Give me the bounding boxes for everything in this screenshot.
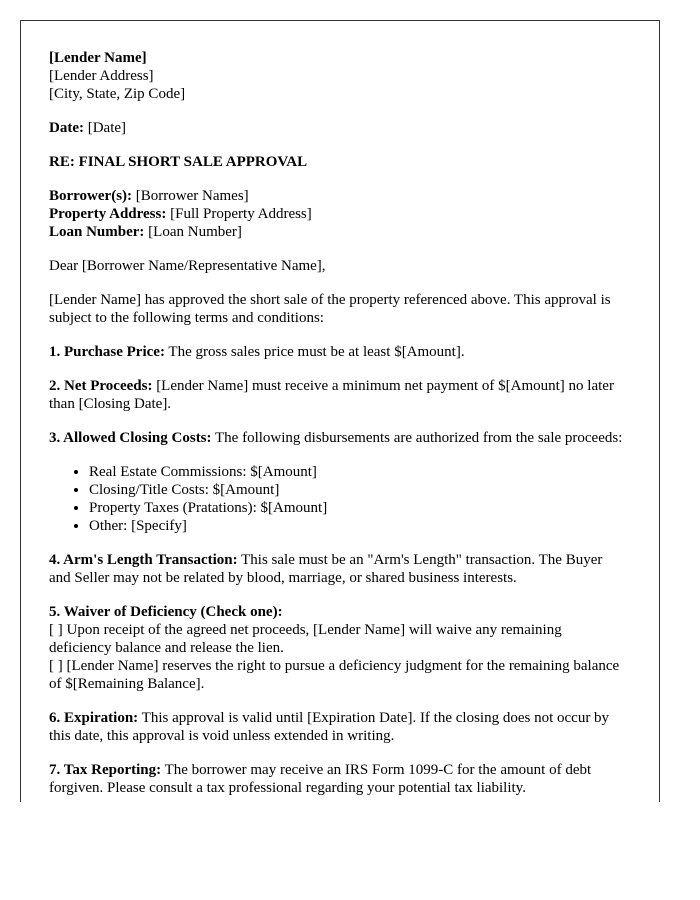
list-item: • Closing/Title Costs: $[Amount] — [89, 481, 627, 499]
term-label: 5. Waiver of Deficiency (Check one): — [49, 604, 283, 620]
lender-address: [Lender Address] — [49, 68, 154, 84]
term-3 — [49, 429, 627, 447]
lender-block — [49, 49, 627, 103]
term-5 — [49, 603, 627, 693]
loan-number-label: Loan Number: — [49, 224, 145, 240]
waiver-option: [ ] [Lender Name] reserves the right to pursue a deficiency judgment for the remaining balance of $[Remaining Balance]. — [49, 658, 620, 692]
date-label: Date: — [49, 120, 84, 136]
term-label: 4. Arm's Length Transaction: — [49, 552, 238, 568]
intro-paragraph: [Lender Name] has approved the short sale of the property referenced above. This approval is subject to the following terms and conditions: — [49, 292, 611, 326]
term-1 — [49, 343, 627, 361]
waiver-option: [ ] Upon receipt of the agreed net proceeds, [Lender Name] will waive any remaining deficiency balance and release the lien. — [49, 622, 562, 656]
term-7 — [49, 761, 627, 797]
term-label: 3. Allowed Closing Costs: — [49, 430, 212, 446]
closing-costs-list — [49, 463, 627, 535]
term-text: The borrower may receive an IRS Form 1099-C for the amount of debt forgiven. Please consult a tax professional regarding your potential tax liability. — [49, 762, 592, 796]
list-item: • Property Taxes (Pratations): $[Amount] — [89, 499, 627, 517]
term-label: 2. Net Proceeds: — [49, 378, 153, 394]
salutation: Dear [Borrower Name/Representative Name], — [49, 258, 326, 274]
letter-content — [21, 21, 659, 797]
term-4 — [49, 551, 627, 587]
term-text: [Lender Name] must receive a minimum net payment of $[Amount] no later than [Closing Date]. — [49, 378, 614, 412]
date-value: [Date] — [87, 120, 127, 136]
term-text: The following disbursements are authorized from the sale proceeds: — [215, 430, 623, 446]
term-label: 7. Tax Reporting: — [49, 762, 162, 778]
lender-city: [City, State, Zip Code] — [49, 86, 186, 102]
date-line — [49, 119, 627, 137]
subject-line — [49, 153, 627, 171]
property-label: Property Address: — [49, 206, 167, 222]
property-value: [Full Property Address] — [170, 206, 312, 222]
term-text: The gross sales price must be at least $[Amount]. — [168, 344, 465, 360]
borrower-value: [Borrower Names] — [135, 188, 249, 204]
list-item: • Real Estate Commissions: $[Amount] — [89, 463, 627, 481]
loan-number-value: [Loan Number] — [148, 224, 242, 240]
loan-info — [49, 187, 627, 241]
term-2 — [49, 377, 627, 413]
term-text: This approval is valid until [Expiration Date]. If the closing does not occur by this date, this approval is void unless extended in writing. — [49, 710, 610, 744]
letter-page — [20, 20, 660, 802]
list-item: • Other: [Specify] — [89, 517, 627, 535]
term-label: 1. Purchase Price: — [49, 344, 165, 360]
subject-text: RE: FINAL SHORT SALE APPROVAL — [49, 154, 308, 170]
term-label: 6. Expiration: — [49, 710, 139, 726]
term-text: This sale must be an "Arm's Length" transaction. The Buyer and Seller may not be related by blood, marriage, or shared business interests. — [49, 552, 603, 586]
borrower-label: Borrower(s): — [49, 188, 133, 204]
lender-name: [Lender Name] — [49, 50, 147, 66]
term-6 — [49, 709, 627, 745]
